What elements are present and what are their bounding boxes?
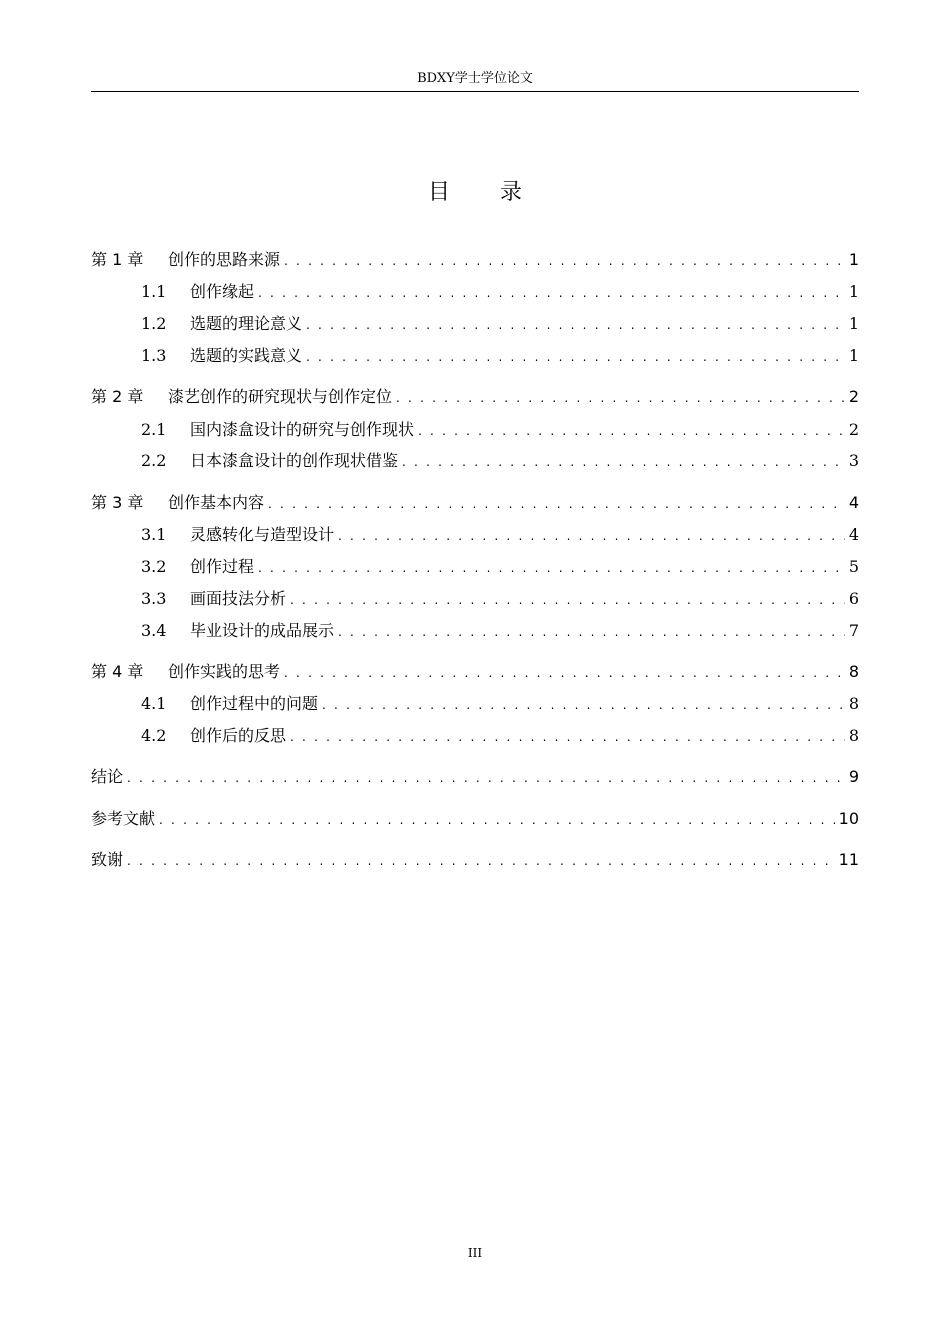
toc-entry[interactable] xyxy=(141,588,859,610)
toc-entry[interactable] xyxy=(141,345,859,367)
toc-entry[interactable] xyxy=(91,249,859,271)
toc-entry-number: 3.3 xyxy=(141,589,167,608)
toc-dot-leader xyxy=(402,451,845,473)
toc-entry-number: 3.4 xyxy=(141,621,167,640)
toc-entry-number: 1.3 xyxy=(141,346,167,365)
running-header: BDXY学士学位论文 xyxy=(417,71,533,86)
toc-entry[interactable] xyxy=(141,450,859,472)
toc-entry-number: 第 1 章 xyxy=(91,250,144,269)
toc-dot-leader xyxy=(284,250,845,272)
toc-entry[interactable] xyxy=(141,693,859,715)
toc-dot-leader xyxy=(258,282,845,304)
toc-entry-title: 灵感转化与造型设计 xyxy=(190,525,335,544)
toc-dot-leader xyxy=(290,589,845,611)
toc-entry-title: 创作过程中的问题 xyxy=(190,694,319,713)
toc-entry-number: 2.1 xyxy=(141,420,167,439)
toc-dot-leader xyxy=(127,850,835,872)
toc-entry-page: 2 xyxy=(848,420,859,439)
toc-entry-page: 1 xyxy=(848,282,859,301)
toc-entry-title: 创作缘起 xyxy=(190,282,255,301)
toc-entry-number: 4.1 xyxy=(141,694,167,713)
toc-entry[interactable] xyxy=(91,661,859,683)
toc-entry[interactable] xyxy=(141,524,859,546)
toc-entry-page: 3 xyxy=(848,451,859,470)
toc-dot-leader xyxy=(290,726,845,748)
toc-entry[interactable] xyxy=(141,313,859,335)
toc-entry-number: 1.2 xyxy=(141,314,167,333)
toc-title: 目录 xyxy=(427,180,572,205)
toc-dot-leader xyxy=(284,662,845,684)
toc-entry-title: 毕业设计的成品展示 xyxy=(190,621,335,640)
toc-entry-number: 1.1 xyxy=(141,282,167,301)
toc-entry-title: 参考文献 xyxy=(91,809,156,828)
toc-entry-number: 4.2 xyxy=(141,726,167,745)
toc-entry-title: 画面技法分析 xyxy=(190,589,287,608)
toc-dot-leader xyxy=(306,314,845,336)
toc-entry-page: 1 xyxy=(848,346,859,365)
toc-entry-page: 8 xyxy=(848,726,859,745)
toc-dot-leader xyxy=(258,557,845,579)
header-rule xyxy=(91,91,859,92)
toc-entry-page: 2 xyxy=(848,387,859,406)
toc-entry-page: 4 xyxy=(848,525,859,544)
toc-dot-leader xyxy=(306,346,845,368)
toc-entry-number: 第 2 章 xyxy=(91,387,144,406)
toc-entry[interactable] xyxy=(91,766,859,788)
toc-entry-title: 选题的理论意义 xyxy=(190,314,303,333)
toc-dot-leader xyxy=(322,694,845,716)
toc-entry-title: 结论 xyxy=(91,767,124,786)
toc-entry-number: 2.2 xyxy=(141,451,167,470)
toc-entry-title: 创作的思路来源 xyxy=(168,250,281,269)
toc-entry-title: 致谢 xyxy=(91,850,124,869)
toc-dot-leader xyxy=(268,493,845,515)
toc-entry-title: 创作后的反思 xyxy=(190,726,287,745)
toc-entry-page: 6 xyxy=(848,589,859,608)
toc-entry-title: 国内漆盒设计的研究与创作现状 xyxy=(190,420,415,439)
toc-entry-title: 创作基本内容 xyxy=(168,493,265,512)
toc-dot-leader xyxy=(127,767,845,789)
toc-entry-number: 3.2 xyxy=(141,557,167,576)
toc-entry-page: 8 xyxy=(848,662,859,681)
toc-entry-number: 第 3 章 xyxy=(91,493,144,512)
toc-dot-leader xyxy=(338,525,845,547)
toc-entry-title: 创作过程 xyxy=(190,557,255,576)
toc-entry-page: 7 xyxy=(848,621,859,640)
toc-entry[interactable] xyxy=(91,492,859,514)
toc-entry[interactable] xyxy=(141,281,859,303)
toc-entry[interactable] xyxy=(91,808,859,830)
toc-entry-title: 创作实践的思考 xyxy=(168,662,281,681)
page-number: III xyxy=(467,1246,483,1260)
toc-entry-page: 11 xyxy=(838,850,859,869)
toc-entry[interactable] xyxy=(91,386,859,408)
toc-entry-page: 1 xyxy=(848,314,859,333)
toc-dot-leader xyxy=(418,420,845,442)
toc-entry[interactable] xyxy=(141,556,859,578)
toc-entry-number: 3.1 xyxy=(141,525,167,544)
toc-entry[interactable] xyxy=(141,419,859,441)
toc-entry-title: 日本漆盒设计的创作现状借鉴 xyxy=(190,451,399,470)
toc-entry-title: 选题的实践意义 xyxy=(190,346,303,365)
toc-entry[interactable] xyxy=(91,849,859,871)
toc-entry[interactable] xyxy=(141,725,859,747)
toc-dot-leader xyxy=(159,809,835,831)
toc-entry-page: 8 xyxy=(848,694,859,713)
toc-entry-number: 第 4 章 xyxy=(91,662,144,681)
toc-dot-leader xyxy=(396,387,845,409)
toc-dot-leader xyxy=(338,621,845,643)
toc-entry-page: 9 xyxy=(848,767,859,786)
toc-entry-page: 1 xyxy=(848,250,859,269)
toc-entry-page: 5 xyxy=(848,557,859,576)
toc-entry[interactable] xyxy=(141,620,859,642)
toc-entry-page: 10 xyxy=(838,809,859,828)
toc-entry-page: 4 xyxy=(848,493,859,512)
toc-entry-title: 漆艺创作的研究现状与创作定位 xyxy=(168,387,393,406)
